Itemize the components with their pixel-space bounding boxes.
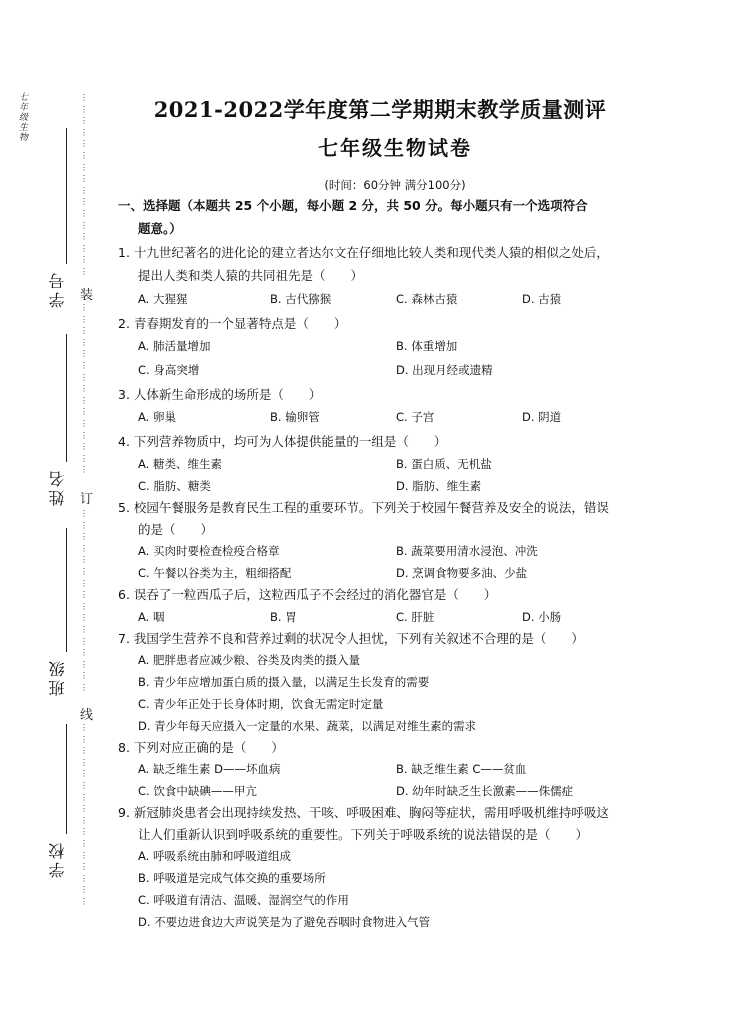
option: B. 胃 bbox=[270, 610, 297, 624]
question-stem: 提出人类和类人猿的共同祖先是（ ） bbox=[138, 268, 364, 283]
question-stem: 8. 下列对应正确的是（ ） bbox=[118, 740, 284, 755]
option: C. 脂肪、糖类 bbox=[138, 479, 211, 493]
option: B. 输卵管 bbox=[270, 410, 320, 424]
time-info: (时间：60分钟 满分100分) bbox=[324, 178, 466, 192]
option: A. 呼吸系统由肺和呼吸道组成 bbox=[138, 849, 291, 863]
question-stem: 2. 青春期发育的一个显著特点是（ ） bbox=[118, 316, 347, 331]
question-stem: 7. 我国学生营养不良和营养过剩的状况令人担忧，下列有关叙述不合理的是（ ） bbox=[118, 631, 584, 646]
field-line-class[interactable] bbox=[66, 528, 67, 652]
option: A. 大猩猩 bbox=[138, 292, 188, 306]
exam-title: 2021-2022学年度第二学期期末教学质量测评 bbox=[153, 97, 607, 122]
option: D. 古猿 bbox=[522, 292, 562, 306]
question-stem: 9. 新冠肺炎患者会出现持续发热、干咳、呼吸困难、胸闷等症状，需用呼吸机维持呼吸这 bbox=[118, 805, 609, 820]
option: B. 古代猕猴 bbox=[270, 292, 332, 306]
option: B. 青少年应增加蛋白质的摄入量，以满足生长发育的需要 bbox=[138, 675, 430, 689]
option: D. 阴道 bbox=[522, 410, 562, 424]
option: D. 小肠 bbox=[522, 610, 562, 624]
field-label-school: 学校 bbox=[48, 840, 67, 878]
question-stem: 1. 十九世纪著名的进化论的建立者达尔文在仔细地比较人类和现代类人猿的相似之处后， bbox=[118, 245, 609, 260]
question-stem: 让人们重新认识到呼吸系统的重要性。下列关于呼吸系统的说法错误的是（ ） bbox=[138, 827, 589, 842]
field-label-class: 班级 bbox=[48, 658, 67, 696]
question-stem: 5. 校园午餐服务是教育民生工程的重要环节。下列关于校园午餐营养及安全的说法，错误 bbox=[118, 500, 609, 515]
option: C. 身高突增 bbox=[138, 363, 200, 377]
option: D. 幼年时缺乏生长激素——侏儒症 bbox=[396, 784, 574, 798]
binding-word-ding: 订 bbox=[80, 492, 94, 507]
option: D. 不要边进食边大声说笑是为了避免吞咽时食物进入气管 bbox=[138, 915, 431, 929]
option: C. 饮食中缺碘——甲亢 bbox=[138, 784, 257, 798]
field-label-name: 姓名 bbox=[48, 468, 67, 506]
binding-dots: ⋮ ⋮ ⋮ ⋮ ⋮ ⋮ ⋮ ⋮ ⋮ ⋮ ⋮ ⋮ ⋮ ⋮ ⋮ ⋮ bbox=[80, 723, 88, 906]
option: C. 子宫 bbox=[396, 410, 435, 424]
binding-dots: ⋮ ⋮ ⋮ ⋮ ⋮ ⋮ ⋮ ⋮ ⋮ ⋮ ⋮ ⋮ ⋮ ⋮ ⋮ ⋮ bbox=[80, 509, 88, 692]
option: A. 糖类、维生素 bbox=[138, 457, 222, 471]
field-line-school[interactable] bbox=[66, 724, 67, 834]
question-stem: 3. 人体新生命形成的场所是（ ） bbox=[118, 387, 322, 402]
option: B. 呼吸道是完成气体交换的重要场所 bbox=[138, 871, 326, 885]
option: C. 呼吸道有清洁、温暖、湿润空气的作用 bbox=[138, 893, 349, 907]
option: C. 森林古猿 bbox=[396, 292, 458, 306]
field-line-student-id[interactable] bbox=[66, 128, 67, 264]
binding-dots: ⋮ ⋮ ⋮ ⋮ ⋮ ⋮ ⋮ ⋮ ⋮ ⋮ ⋮ ⋮ ⋮ ⋮ ⋮ bbox=[80, 303, 88, 475]
option: A. 肺活量增加 bbox=[138, 339, 211, 353]
section-heading: 一、选择题（本题共 25 个小题，每小题 2 分，共 50 分。每小题只有一个选项符合 bbox=[118, 198, 588, 213]
option: C. 肝脏 bbox=[396, 610, 435, 624]
binding-word-zhuang: 装 bbox=[80, 288, 94, 303]
option: D. 青少年每天应摄入一定量的水果、蔬菜，以满足对维生素的需求 bbox=[138, 719, 477, 733]
option: A. 咽 bbox=[138, 610, 165, 624]
option: B. 蔬菜要用清水浸泡、冲洗 bbox=[396, 544, 538, 558]
section-heading-cont: 题意。） bbox=[138, 221, 182, 236]
option: C. 青少年正处于长身体时期，饮食无需定时定量 bbox=[138, 697, 384, 711]
option: B. 蛋白质、无机盐 bbox=[396, 457, 492, 471]
option: D. 脂肪、维生素 bbox=[396, 479, 482, 493]
option: A. 买肉时要检查检疫合格章 bbox=[138, 544, 280, 558]
option: B. 体重增加 bbox=[396, 339, 458, 353]
option: B. 缺乏维生素 C——贫血 bbox=[396, 762, 527, 776]
margin-subject: 七年级生物 bbox=[17, 92, 27, 142]
option: A. 卵巢 bbox=[138, 410, 176, 424]
binding-dots: ⋮ ⋮ ⋮ ⋮ ⋮ ⋮ ⋮ ⋮ ⋮ ⋮ ⋮ ⋮ ⋮ ⋮ ⋮ ⋮ bbox=[80, 93, 88, 276]
field-line-name[interactable] bbox=[66, 334, 67, 462]
option: A. 肥胖患者应减少粮、谷类及肉类的摄入量 bbox=[138, 653, 360, 667]
option: C. 午餐以谷类为主，粗细搭配 bbox=[138, 566, 292, 580]
question-stem: 的是（ ） bbox=[138, 522, 214, 537]
option: D. 出现月经或遗精 bbox=[396, 363, 493, 377]
option: A. 缺乏维生素 D——坏血病 bbox=[138, 762, 281, 776]
field-label-student-id: 学号 bbox=[48, 270, 67, 308]
binding-word-xian: 线 bbox=[80, 708, 94, 723]
exam-subtitle: 七年级生物试卷 bbox=[318, 136, 472, 160]
question-stem: 4. 下列营养物质中，均可为人体提供能量的一组是（ ） bbox=[118, 434, 447, 449]
option: D. 烹调食物要多油、少盐 bbox=[396, 566, 528, 580]
question-stem: 6. 误吞了一粒西瓜子后，这粒西瓜子不会经过的消化器官是（ ） bbox=[118, 587, 497, 602]
